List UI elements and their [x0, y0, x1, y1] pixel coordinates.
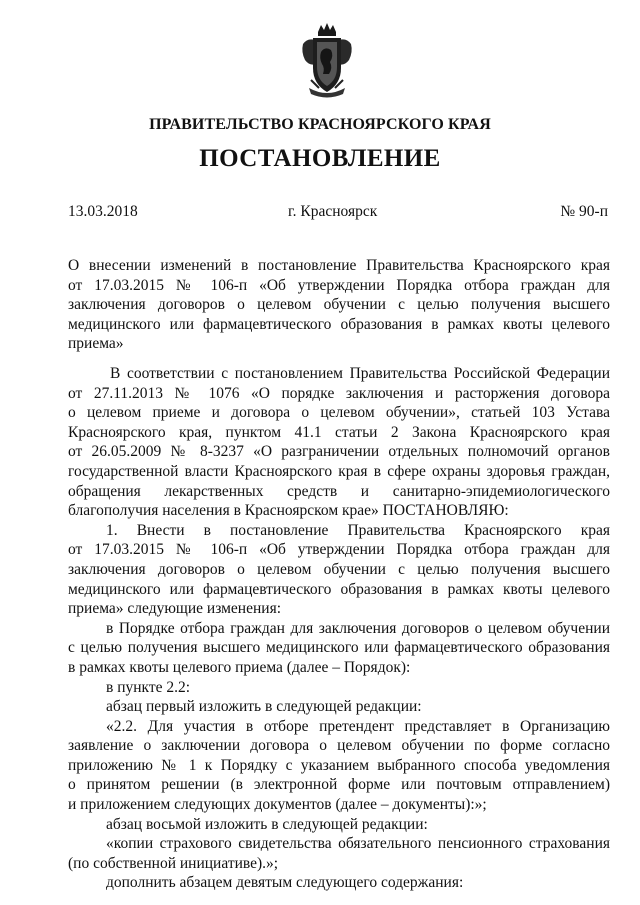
- body-line: «копии страхового свидетельства обязательного пенсионного страхования: [106, 835, 610, 853]
- body-line: (по собственной инициативе).»;: [68, 854, 279, 872]
- subject-line: от 17.03.2015 № 106-п «Об утверждении Порядка отбора граждан для: [68, 276, 610, 294]
- body-line: в пункте 2.2:: [106, 678, 191, 696]
- body-line: от 27.11.2013 № 1076 «О порядке заключения и расторжения договора: [68, 384, 610, 402]
- document-date: 13.03.2018: [68, 203, 138, 220]
- body-line: и приложением следующих документов (далее – документы):»;: [68, 796, 487, 814]
- subject-line: медицинского или фармацевтического образования в рамках квоты целевого: [68, 315, 610, 333]
- body-line: Красноярского края, пунктом 41.1 статьи 2 Закона Красноярского края: [68, 423, 610, 441]
- subject-line: заключения договоров о целевом обучении с целью получения высшего: [68, 296, 610, 314]
- body-line: абзац восьмой изложить в следующей редакции:: [106, 815, 428, 833]
- body-line: заявление о заключении договора о целевом обучении по форме согласно: [68, 737, 610, 755]
- body-line: о целевом приеме и договора о целевом обучении», статьей 103 Устава: [68, 404, 610, 422]
- body-line: о принятом решении (в электронной форме или почтовым отправлением): [68, 776, 610, 794]
- document-subject: [68, 256, 610, 354]
- subject-line: приема»: [68, 335, 124, 353]
- body-line: от 26.05.2009 № 8-3237 «О разграничении отдельных полномочий органов: [68, 443, 610, 461]
- body-line: обращения лекарственных средств и санитарно-эпидемиологического: [68, 482, 610, 500]
- body-line: с целью получения высшего медицинского или фармацевтического образования: [68, 639, 610, 657]
- body-line: абзац первый изложить в следующей редакции:: [106, 698, 422, 716]
- body-line: приема» следующие изменения:: [68, 600, 282, 618]
- body-line: в Порядке отбора граждан для заключения договоров о целевом обучении: [106, 619, 610, 637]
- body-line: медицинского или фармацевтического образования в рамках квоты целевого: [68, 580, 610, 598]
- body-line: 1. Внести в постановление Правительства Красноярского края: [106, 521, 610, 539]
- body-line: заключения договоров о целевом обучении с целью получения высшего: [68, 560, 610, 578]
- document-type: ПОСТАНОВЛЕНИЕ: [199, 145, 441, 172]
- document-body: [68, 364, 610, 893]
- body-line: дополнить абзацем девятым следующего содержания:: [106, 874, 464, 892]
- government-title: ПРАВИТЕЛЬСТВО КРАСНОЯРСКОГО КРАЯ: [149, 116, 491, 133]
- body-line: в рамках квоты целевого приема (далее – Порядок):: [68, 658, 411, 676]
- body-line: благополучия населения в Красноярском крае» ПОСТАНОВЛЯЮ:: [68, 502, 509, 520]
- body-line: государственной власти Красноярского края в сфере охраны здоровья граждан,: [68, 462, 610, 480]
- body-line: от 17.03.2015 № 106-п «Об утверждении Порядка отбора граждан для: [68, 541, 610, 559]
- document-number: № 90-п: [560, 203, 608, 220]
- body-line: приложению № 1 к Порядку с указанием выбранного способа уведомления: [68, 756, 610, 774]
- subject-line: О внесении изменений в постановление Правительства Красноярского края: [68, 257, 610, 274]
- coat-of-arms-icon: [299, 22, 355, 98]
- body-line: «2.2. Для участия в отборе претендент представляет в Организацию: [106, 717, 610, 735]
- body-line: В соответствии с постановлением Правительства Российской Федерации: [110, 365, 610, 382]
- document-city: г. Красноярск: [288, 203, 378, 220]
